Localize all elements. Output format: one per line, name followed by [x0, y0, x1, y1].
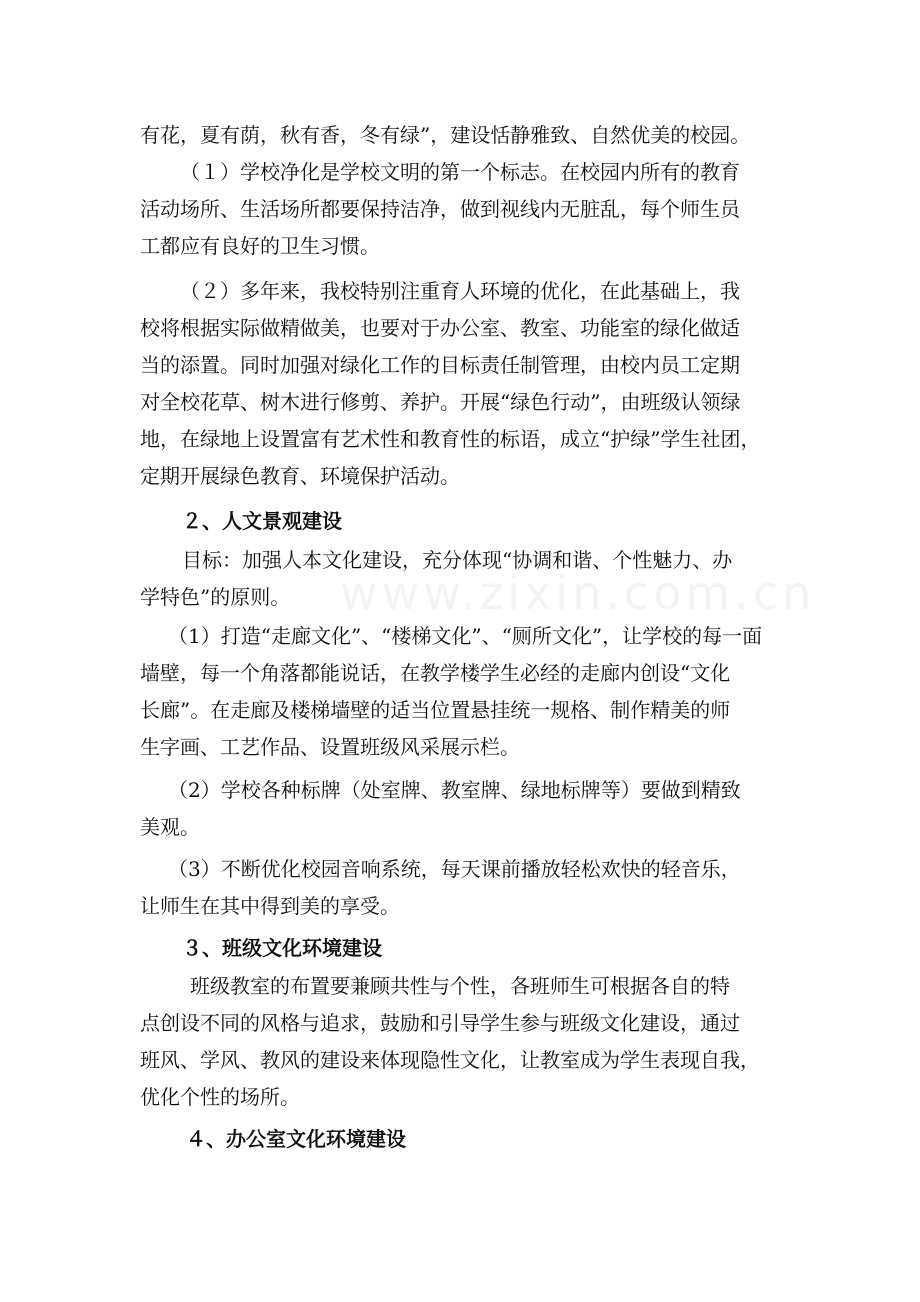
text-line: 班级教室的布置要兼顾共性与个性，各班师生可根据各自的特	[190, 974, 730, 998]
text-line: 班风、学风、教风的建设来体现隐性文化，让教室成为学生表现自我，	[140, 1048, 760, 1072]
text-line: 学特色”的原则。	[140, 585, 291, 609]
section-heading: ２、人文景观建设	[182, 509, 342, 533]
text-line: （3）不断优化校园音响系统，每天课前播放轻松欢快的轻音乐，	[168, 857, 741, 881]
text-line: 对全校花草、树木进行修剪、养护。开展“绿色行动”，由班级认领绿	[140, 390, 741, 414]
text-line: 定期开展绿色教育、环境保护活动。	[140, 464, 460, 488]
watermark: www.zixin.com.cn	[340, 566, 816, 620]
text-line: 活动场所、生活场所都要保持洁净，做到视线内无脏乱，每个师生员	[140, 197, 740, 221]
text-line: （１）学校净化是学校文明的第一个标志。在校园内所有的教育	[180, 160, 740, 184]
section-heading: ４、办公室文化环境建设	[186, 1127, 406, 1151]
text-line: 工都应有良好的卫生习惯。	[140, 234, 380, 258]
text-line: 长廊”。在走廊及楼梯墙壁的适当位置悬挂统一规格、制作精美的师	[140, 698, 731, 722]
text-line: （2）学校各种标牌（处室牌、教室牌、绿地标牌等）要做到精致	[168, 778, 741, 802]
text-line: （1）打造“走廊文化”、“楼梯文化”、“厕所文化”，让学校的每一面	[168, 624, 763, 648]
text-line: 美观。	[140, 815, 200, 839]
text-line: 墙壁，每一个角落都能说话，在教学楼学生必经的走廊内创设“文化	[140, 661, 731, 685]
text-line: （２）多年来，我校特别注重育人环境的优化，在此基础上，我	[180, 279, 740, 303]
text-line: 地，在绿地上设置富有艺术性和教育性的标语，成立“护绿”学生社团，	[140, 427, 761, 451]
text-line: 当的添置。同时加强对绿化工作的目标责任制管理，由校内员工定期	[140, 353, 740, 377]
text-line: 点创设不同的风格与追求，鼓励和引导学生参与班级文化建设，通过	[140, 1011, 740, 1035]
text-line: 有花，夏有荫，秋有香，冬有绿”，建设恬静雅致、自然优美的校园。	[140, 123, 751, 147]
text-line: 生字画、工艺作品、设置班级风采展示栏。	[140, 735, 520, 759]
text-line: 校将根据实际做精做美，也要对于办公室、教室、功能室的绿化做适	[140, 316, 740, 340]
section-heading: ３、班级文化环境建设	[182, 936, 382, 960]
text-line: 让师生在其中得到美的享受。	[140, 894, 400, 918]
text-line: 目标：加强人本文化建设，充分体现“协调和谐、个性魅力、办	[182, 548, 733, 572]
text-line: 优化个性的场所。	[140, 1085, 300, 1109]
